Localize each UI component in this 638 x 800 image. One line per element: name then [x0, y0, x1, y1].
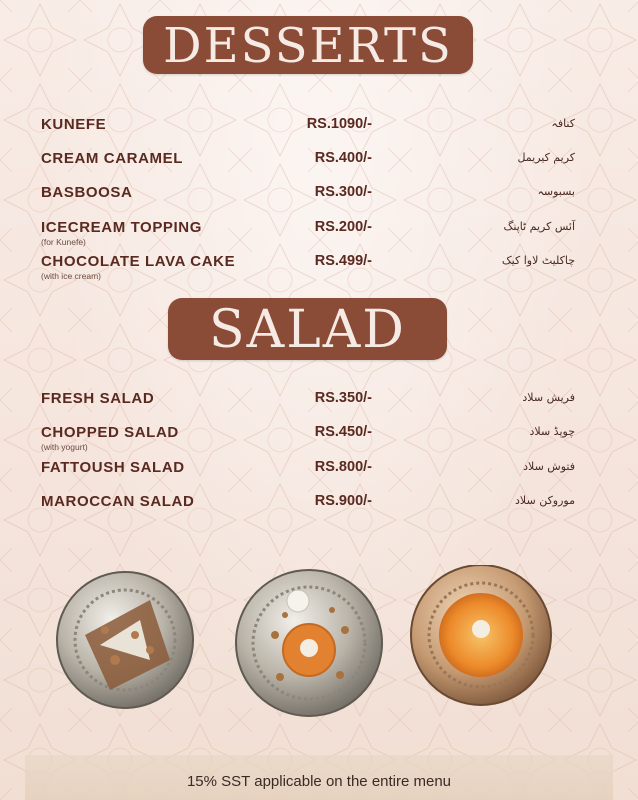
item-price: RS.200/- [314, 219, 372, 235]
item-name: CHOCOLATE LAVA CAKE [41, 253, 236, 270]
item-note: (for Kunefe) [41, 237, 86, 247]
menu-item-chopped-salad [0, 424, 638, 458]
plate-middle [236, 570, 382, 716]
item-name-urdu: آئس کریم ٹاپنگ [503, 220, 575, 233]
item-name-urdu: موروکن سلاد [515, 494, 575, 507]
menu-item-icecream-topping [0, 219, 638, 253]
plate-left [57, 572, 193, 708]
plate-right [411, 565, 551, 705]
menu-item-cream-caramel [0, 150, 638, 184]
item-note: (with yogurt) [41, 442, 88, 452]
item-price: RS.499/- [314, 253, 372, 269]
desserts-heading: DESSERTS [143, 16, 473, 74]
item-name-urdu: کریم کیریمل [517, 151, 575, 164]
item-price: RS.400/- [314, 150, 372, 166]
item-price: RS.1090/- [306, 116, 372, 132]
item-name: ICECREAM TOPPING [41, 219, 203, 236]
item-name-urdu: بسبوسہ [537, 185, 575, 198]
item-price: RS.450/- [314, 424, 372, 440]
menu-item-fattoush-salad [0, 459, 638, 493]
item-name: MAROCCAN SALAD [41, 493, 195, 510]
dessert-plates-photo [0, 565, 638, 740]
item-name-urdu: فریش سلاد [522, 391, 575, 404]
menu-item-kunefe [0, 116, 638, 150]
menu-item-fresh-salad [0, 390, 638, 424]
item-price: RS.350/- [314, 390, 372, 406]
item-name-urdu: چوپڈ سلاد [529, 425, 575, 438]
item-price: RS.900/- [314, 493, 372, 509]
item-name: BASBOOSA [41, 184, 133, 201]
item-name-urdu: چاکلیٹ لاوا کیک [501, 254, 575, 267]
salad-heading: SALAD [168, 298, 447, 360]
item-price: RS.300/- [314, 184, 372, 200]
item-name: FRESH SALAD [41, 390, 155, 407]
menu-item-basboosa [0, 184, 638, 218]
tax-note: 15% SST applicable on the entire menu [186, 773, 452, 790]
item-name: FATTOUSH SALAD [41, 459, 185, 476]
menu-item-chocolate-lava-cake [0, 253, 638, 287]
item-name: CREAM CARAMEL [41, 150, 183, 167]
item-name: KUNEFE [41, 116, 107, 133]
item-price: RS.800/- [314, 459, 372, 475]
item-note: (with ice cream) [41, 271, 101, 281]
menu-item-maroccan-salad [0, 493, 638, 527]
item-name: CHOPPED SALAD [41, 424, 179, 441]
item-name-urdu: کنافہ [551, 117, 575, 130]
item-name-urdu: فتوش سلاد [523, 460, 575, 473]
